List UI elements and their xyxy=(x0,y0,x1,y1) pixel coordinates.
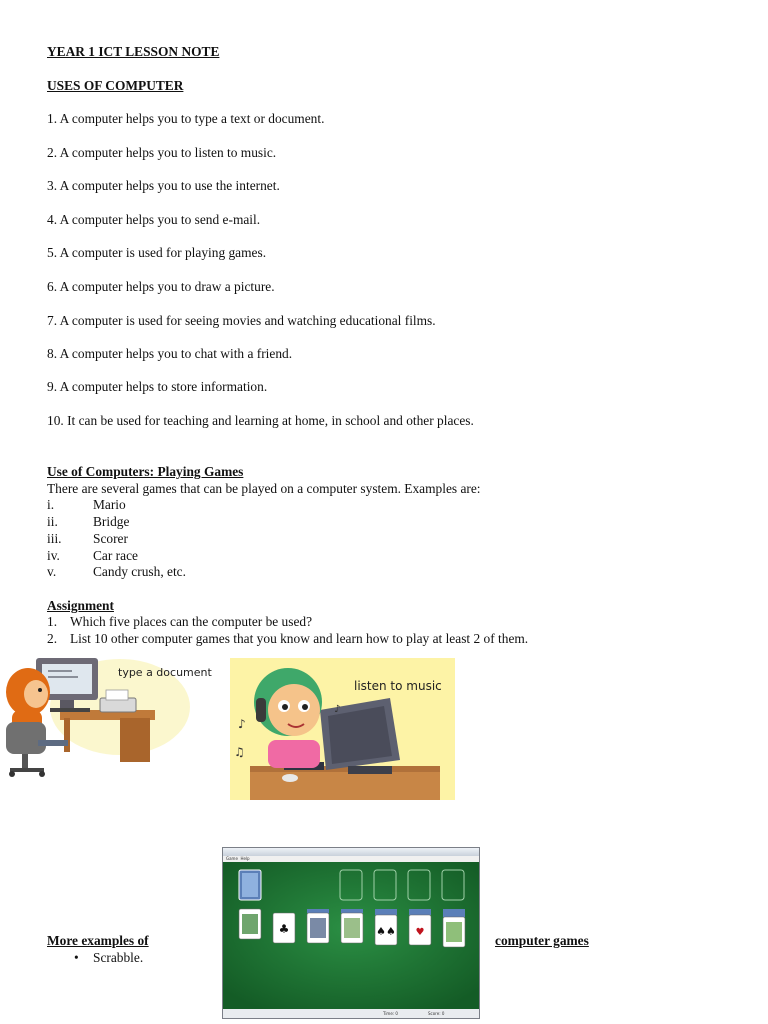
roman-numeral: iv. xyxy=(47,548,60,563)
assignment-number: 1. xyxy=(47,614,58,629)
status-score: Score: 0 xyxy=(428,1011,445,1016)
listen-music-illustration xyxy=(230,658,455,800)
svg-text:♫: ♫ xyxy=(234,745,245,759)
menu-game[interactable]: Game xyxy=(226,856,238,861)
more-examples-label: More examples of xyxy=(47,933,149,948)
svg-text:♪: ♪ xyxy=(238,717,246,731)
page-title: YEAR 1 ICT LESSON NOTE xyxy=(47,44,220,59)
game-item: Candy crush, etc. xyxy=(93,564,186,579)
use-item: 4. A computer helps you to send e-mail. xyxy=(47,212,261,227)
roman-numeral: i. xyxy=(47,497,55,512)
svg-text:♥: ♥ xyxy=(415,927,425,938)
svg-text:♣: ♣ xyxy=(278,922,290,936)
type-document-illustration xyxy=(0,652,212,782)
bullet-text: Scrabble. xyxy=(93,950,144,965)
bullet-item xyxy=(74,950,143,966)
use-item: 6. A computer helps you to draw a picture. xyxy=(47,279,275,294)
assignment-text: Which five places can the computer be used? xyxy=(70,614,313,629)
window-titlebar xyxy=(223,848,479,856)
use-item: 10. It can be used for teaching and learning at home, in school and other places. xyxy=(47,413,474,428)
roman-numeral: iii. xyxy=(47,531,62,546)
svg-text:♠♠: ♠♠ xyxy=(376,925,396,938)
svg-text:♪: ♪ xyxy=(334,704,341,715)
status-time: Time: 0 xyxy=(383,1011,398,1016)
bullet-icon: • xyxy=(74,950,79,965)
section-title-uses: USES OF COMPUTER xyxy=(47,78,184,93)
status-bar xyxy=(223,1009,479,1018)
use-item: 9. A computer helps to store information. xyxy=(47,379,268,394)
use-item: 5. A computer is used for playing games. xyxy=(47,245,267,260)
game-item: Car race xyxy=(93,548,138,563)
roman-numeral: v. xyxy=(47,564,57,579)
games-heading: Use of Computers: Playing Games xyxy=(47,464,244,479)
game-item: Scorer xyxy=(93,531,128,546)
use-item: 1. A computer helps you to type a text or document. xyxy=(47,111,325,126)
listen-music-caption: listen to music xyxy=(354,679,442,693)
game-item: Bridge xyxy=(93,514,130,529)
use-item: 7. A computer is used for seeing movies and watching educational films. xyxy=(47,313,436,328)
assignment-number: 2. xyxy=(47,631,58,646)
assignment-heading: Assignment xyxy=(47,598,114,613)
assignment-text: List 10 other computer games that you know and learn how to play at least 2 of them. xyxy=(70,631,529,646)
solitaire-window xyxy=(222,847,480,1019)
menu-help[interactable]: Help xyxy=(240,856,250,861)
roman-numeral: ii. xyxy=(47,514,58,529)
solitaire-board xyxy=(223,862,479,1010)
use-item: 8. A computer helps you to chat with a friend. xyxy=(47,346,293,361)
type-document-caption: type a document xyxy=(118,666,212,679)
games-intro: There are several games that can be played on a computer system. Examples are: xyxy=(47,481,481,496)
game-item: Mario xyxy=(93,497,126,512)
assignment-item xyxy=(47,631,528,647)
use-item: 2. A computer helps you to listen to music. xyxy=(47,145,277,160)
assignment-item xyxy=(47,614,312,630)
use-item: 3. A computer helps you to use the internet. xyxy=(47,178,280,193)
computer-games-label: computer games xyxy=(495,933,589,948)
